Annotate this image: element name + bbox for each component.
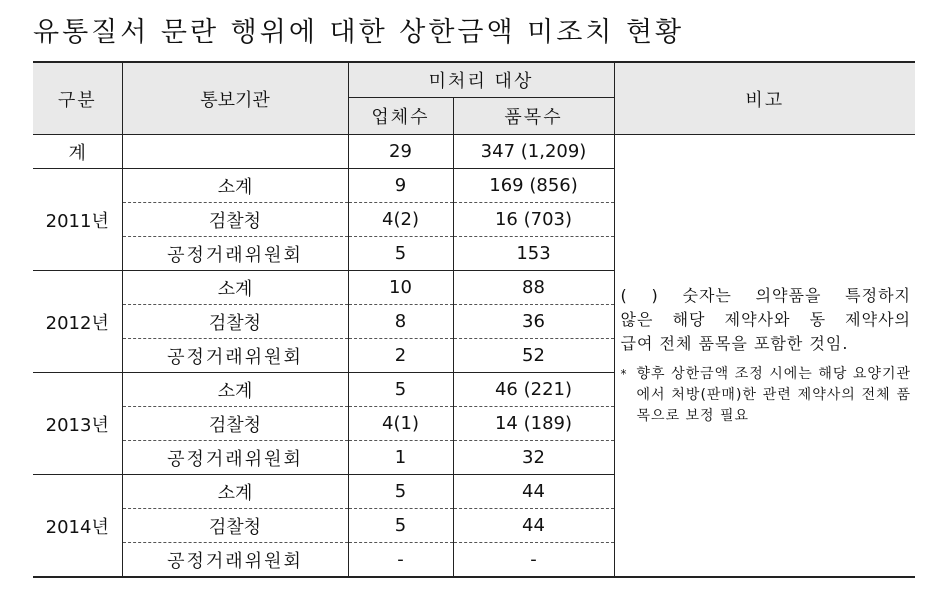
items-cell: 52: [453, 339, 614, 373]
companies-cell: 2: [348, 339, 453, 373]
page-title: 유통질서 문란 행위에 대한 상한금액 미조치 현황: [33, 17, 685, 48]
agency-cell: 검찰청: [122, 407, 348, 441]
companies-cell: 9: [348, 169, 453, 203]
year-cell: 2012년: [33, 271, 122, 373]
companies-cell: 5: [348, 237, 453, 271]
header-untreated: 미처리 대상: [348, 62, 614, 98]
companies-cell: 4(1): [348, 407, 453, 441]
items-cell: 44: [453, 509, 614, 543]
agency-cell: 검찰청: [122, 509, 348, 543]
total-companies: 29: [348, 135, 453, 169]
remarks-star-text: 향후 상한금액 조정 시에는 해당 요양기관에서 처방(판매)한 관련 제약사의 전체 품목으로 보정 필요: [636, 366, 912, 424]
remarks-star-note: [621, 364, 912, 427]
agency-cell: 검찰청: [122, 305, 348, 339]
items-cell: -: [453, 543, 614, 578]
year-cell: 2014년: [33, 475, 122, 578]
items-cell: 32: [453, 441, 614, 475]
total-items: 347 (1,209): [453, 135, 614, 169]
companies-cell: 4(2): [348, 203, 453, 237]
items-cell: 14 (189): [453, 407, 614, 441]
header-division: 구분: [33, 62, 122, 135]
items-cell: 44: [453, 475, 614, 509]
agency-cell: 공정거래위원회: [122, 543, 348, 578]
agency-cell: 검찰청: [122, 203, 348, 237]
agency-cell: 소계: [122, 373, 348, 407]
header-agency: 통보기관: [122, 62, 348, 135]
agency-cell: 공정거래위원회: [122, 237, 348, 271]
items-cell: 16 (703): [453, 203, 614, 237]
companies-cell: 10: [348, 271, 453, 305]
total-label: 계: [33, 135, 122, 169]
status-table: [33, 61, 915, 578]
remarks-parenthesis-note: [621, 284, 912, 356]
remarks-note-line: 않은 해당 제약사와 동 제약사의: [620, 310, 912, 329]
agency-cell: 공정거래위원회: [122, 339, 348, 373]
header-items: 품목수: [453, 98, 614, 135]
items-cell: 36: [453, 305, 614, 339]
agency-cell: 공정거래위원회: [122, 441, 348, 475]
remarks-note-line: ( ) 숫자는 의약품을 특정하지: [620, 286, 912, 305]
companies-cell: -: [348, 543, 453, 578]
items-cell: 153: [453, 237, 614, 271]
agency-cell: 소계: [122, 475, 348, 509]
items-cell: 88: [453, 271, 614, 305]
companies-cell: 8: [348, 305, 453, 339]
companies-cell: 5: [348, 509, 453, 543]
remarks-note: [614, 135, 915, 578]
agency-cell: 소계: [122, 271, 348, 305]
companies-cell: 1: [348, 441, 453, 475]
items-cell: 169 (856): [453, 169, 614, 203]
companies-cell: 5: [348, 475, 453, 509]
companies-cell: 5: [348, 373, 453, 407]
year-cell: 2011년: [33, 169, 122, 271]
agency-cell: 소계: [122, 169, 348, 203]
header-companies: 업체수: [348, 98, 453, 135]
total-agency: [122, 135, 348, 169]
asterisk-mark: *: [620, 367, 628, 381]
remarks-note-line: 급여 전체 품목을 포함한 것임.: [620, 334, 849, 353]
header-remarks: 비고: [614, 62, 915, 135]
items-cell: 46 (221): [453, 373, 614, 407]
table-row-total: [33, 135, 915, 169]
year-cell: 2013년: [33, 373, 122, 475]
